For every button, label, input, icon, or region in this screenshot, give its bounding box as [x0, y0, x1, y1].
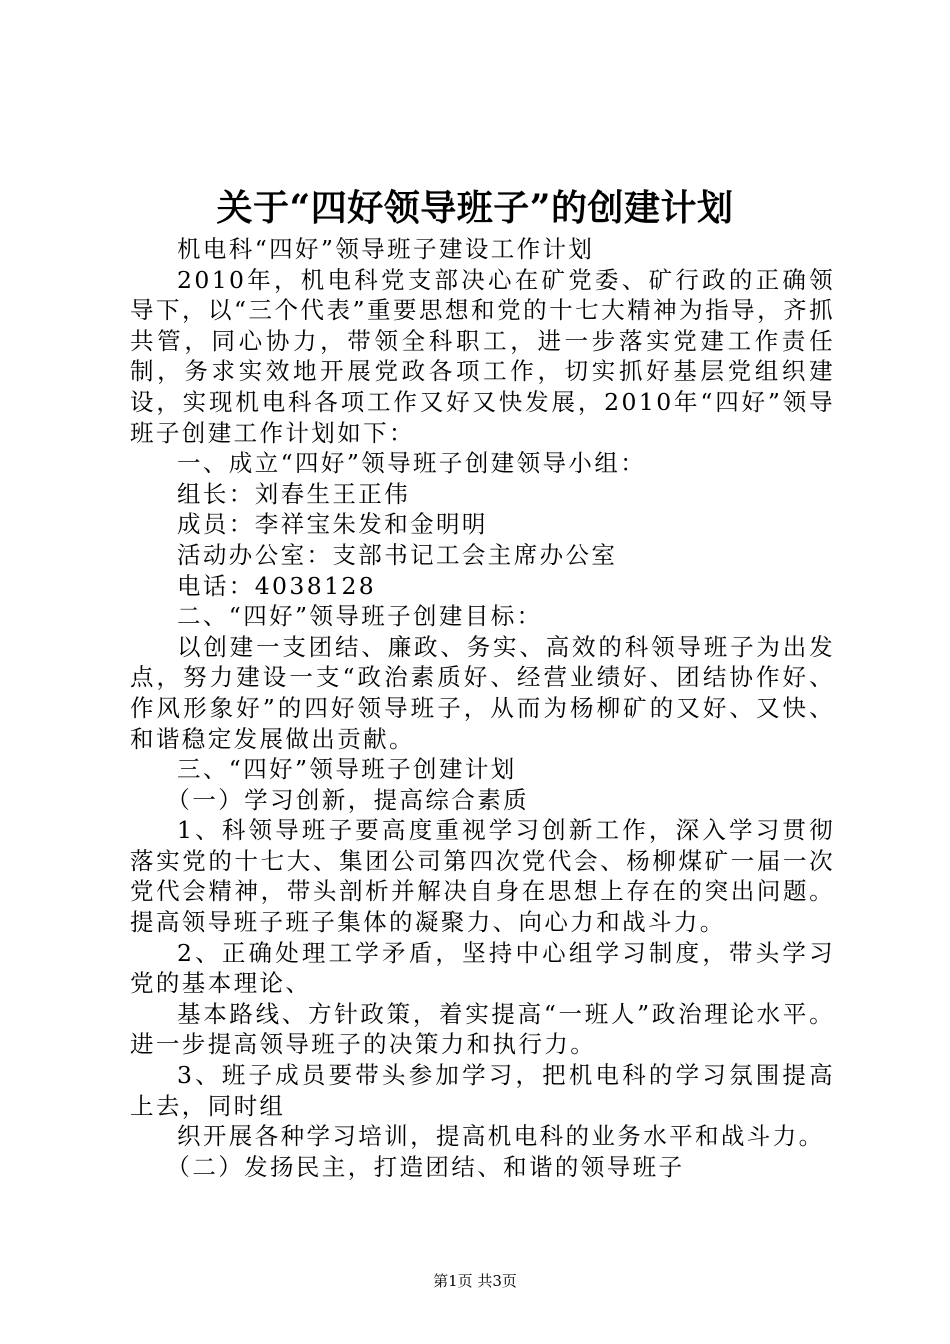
- subsection-heading-2: （二）发扬民主，打造团结、和谐的领导班子: [166, 1152, 685, 1181]
- section-heading-1: 一、成立“四好”领导班子创建领导小组：: [177, 449, 647, 478]
- paragraph-item-3: 3、班子成员要带头参加学习，把机电科的学习氛围提高上去，同时组: [130, 1061, 835, 1120]
- members-line: 成员：李祥宝朱发和金明明: [177, 510, 488, 539]
- section-heading-2: 二、“四好”领导班子创建目标：: [177, 602, 543, 631]
- document-body: [130, 234, 835, 1182]
- page-number-footer: 第1页 共3页: [433, 1272, 517, 1290]
- paragraph-goal: 以创建一支团结、廉政、务实、高效的科领导班子为出发点，努力建设一支“政治素质好、经营业绩好、团结协作好、作风形象好”的四好领导班子，从而为杨柳矿的又好、又快、和谐稳定发展做出贡献。: [130, 632, 835, 753]
- paragraph-item-1: 1、科领导班子要高度重视学习创新工作，深入学习贯彻落实党的十七大、集团公司第四次党代会、杨柳煤矿一届一次党代会精神，带头剖析并解决自身在思想上存在的突出问题。提高领导班子班子集体的凝聚力、向心力和战斗力。: [130, 816, 835, 937]
- paragraph-item-2-continued: 基本路线、方针政策，着实提高“一班人”政治理论水平。进一步提高领导班子的决策力和执行力。: [130, 999, 835, 1059]
- document-title: 关于“四好领导班子”的创建计划: [216, 187, 734, 229]
- leader-line: 组长：刘春生王正伟: [177, 479, 411, 508]
- paragraph-subtitle: 机电科“四好”领导班子建设工作计划: [177, 235, 595, 263]
- paragraph-item-2: 2、正确处理工学矛盾，坚持中心组学习制度，带头学习党的基本理论、: [130, 938, 835, 998]
- section-heading-3: 三、“四好”领导班子创建计划: [177, 755, 517, 784]
- office-line: 活动办公室：支部书记工会主席办公室: [177, 540, 618, 569]
- paragraph-item-3-continued: 织开展各种学习培训，提高机电科的业务水平和战斗力。: [177, 1122, 825, 1151]
- phone-line: 电话：4038128: [177, 571, 377, 600]
- subsection-heading-1: （一）学习创新，提高综合素质: [166, 785, 530, 814]
- paragraph-intro: 2010年，机电科党支部决心在矿党委、矿行政的正确领导下，以“三个代表”重要思想和党的十七大精神为指导，齐抓共管，同心协力，带领全科职工，进一步落实党建工作责任制，务求实效地开展党政各项工作，切实抓好基层党组织建设，实现机电科各项工作又好又快发展，2010年“四好”领导班子创建工作计划如下：: [130, 265, 835, 447]
